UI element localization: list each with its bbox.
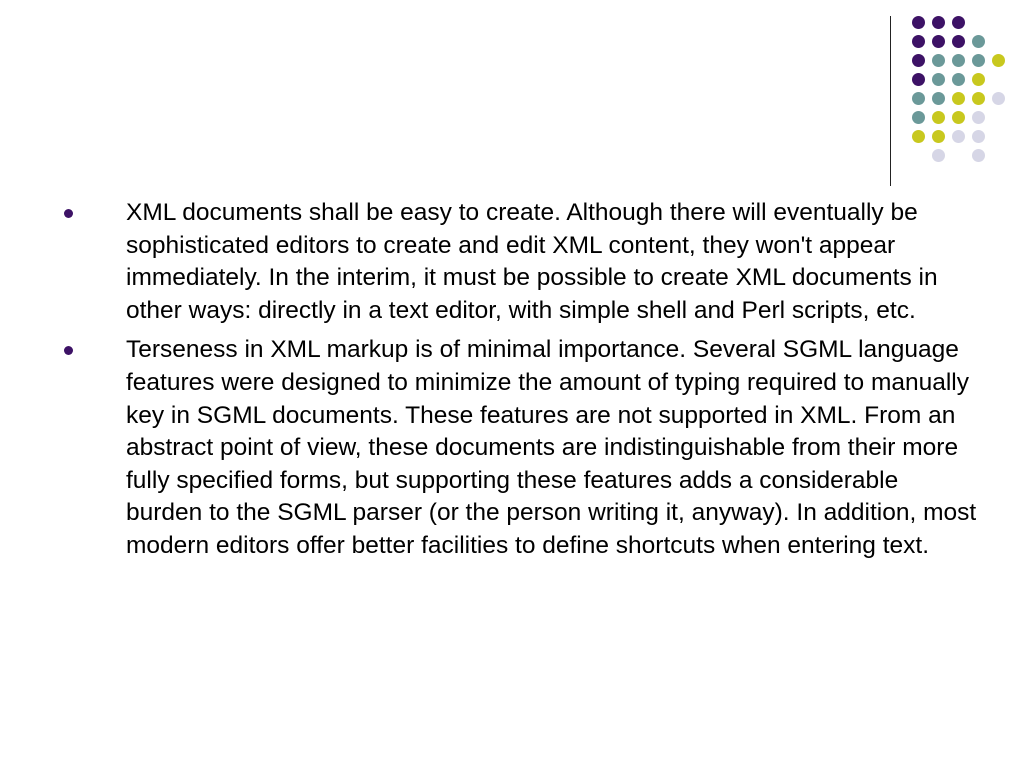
decor-dot xyxy=(972,92,985,105)
decor-dot xyxy=(972,54,985,67)
decor-dot xyxy=(952,130,965,143)
decor-dot xyxy=(932,92,945,105)
decor-dot xyxy=(972,73,985,86)
bullet-text: XML documents shall be easy to create. Although there will eventually be sophisticated editors to create and edit XML content, they won't appear immediately. In the interim, it must be possible to create XML documents in other ways: directly in a text editor, with simple shell and Perl scripts, etc. xyxy=(126,199,938,324)
decor-dot xyxy=(952,73,965,86)
decor-dot xyxy=(912,111,925,124)
bullet-dot-icon xyxy=(64,209,73,218)
decor-dot xyxy=(932,16,945,29)
bullet-list xyxy=(60,197,980,570)
decor-dot xyxy=(952,92,965,105)
decor-dot xyxy=(912,54,925,67)
decor-dot xyxy=(912,73,925,86)
decor-dot xyxy=(912,92,925,105)
bullet-item xyxy=(60,197,980,327)
decor-dot xyxy=(972,130,985,143)
decor-dot xyxy=(912,35,925,48)
decor-dot xyxy=(912,130,925,143)
decor-dot xyxy=(952,111,965,124)
bullet-item xyxy=(60,334,980,562)
vertical-divider xyxy=(890,16,891,186)
decor-dot xyxy=(932,54,945,67)
decor-dot xyxy=(932,73,945,86)
decor-dot xyxy=(932,111,945,124)
decor-dot xyxy=(932,130,945,143)
decor-dot xyxy=(952,16,965,29)
decor-dot xyxy=(932,149,945,162)
decor-dot xyxy=(992,54,1005,67)
decor-dot xyxy=(972,149,985,162)
decor-dot xyxy=(932,35,945,48)
decor-dot xyxy=(912,16,925,29)
decor-dot xyxy=(952,35,965,48)
bullet-dot-icon xyxy=(64,346,73,355)
decor-dot xyxy=(992,92,1005,105)
dot-grid-icon xyxy=(0,0,1024,200)
decor-dot xyxy=(972,35,985,48)
bullet-text: Terseness in XML markup is of minimal importance. Several SGML language features were designed to minimize the amount of typing required to manually key in SGML documents. These features are not supported in XML. From an abstract point of view, these documents are indistinguishable from their more fully specified forms, but supporting these features adds a considerable burden to the SGML parser (or the person writing it, anyway). In addition, most modern editors offer better facilities to define shortcuts when entering text. xyxy=(126,336,977,559)
decor-dot xyxy=(952,54,965,67)
decor-dot xyxy=(972,111,985,124)
